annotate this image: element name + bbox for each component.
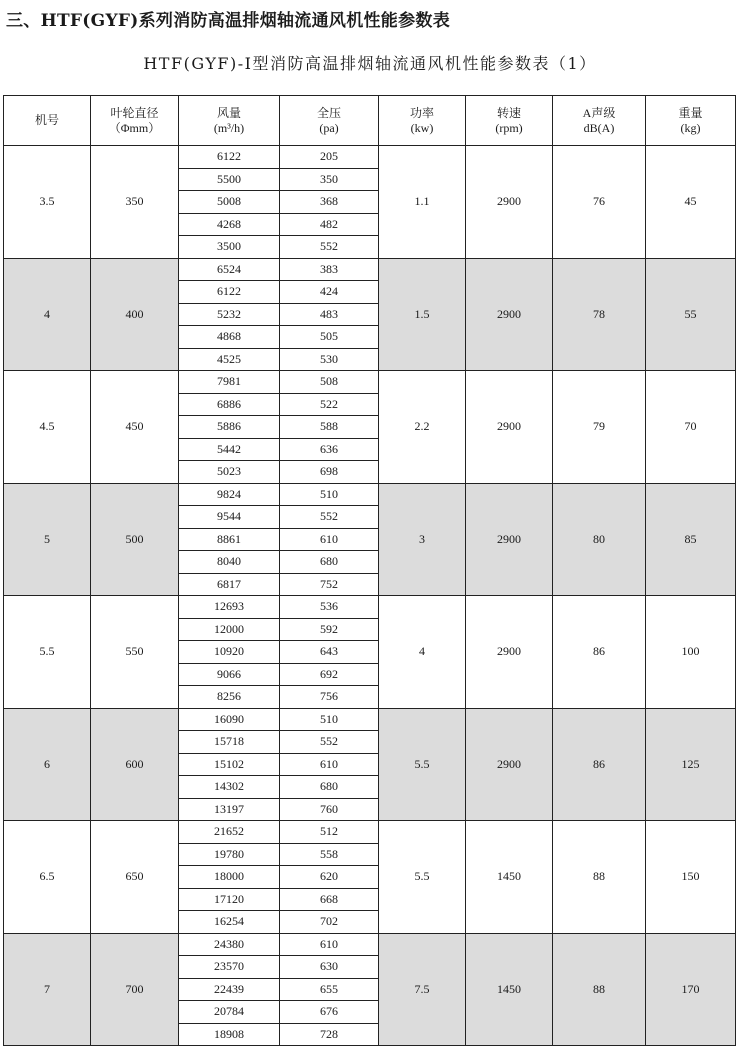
cell-pressure: 350 — [280, 168, 379, 191]
cell-pressure: 510 — [280, 708, 379, 731]
table-row — [4, 708, 736, 731]
cell-pressure: 592 — [280, 618, 379, 641]
table-header — [4, 96, 736, 146]
cell-weight: 45 — [646, 146, 736, 259]
cell-airflow: 4525 — [179, 348, 280, 371]
cell-pressure: 752 — [280, 573, 379, 596]
cell-airflow: 9544 — [179, 506, 280, 529]
cell-airflow: 18000 — [179, 866, 280, 889]
cell-airflow: 9824 — [179, 483, 280, 506]
cell-speed: 2900 — [466, 596, 553, 709]
cell-model: 6.5 — [4, 821, 91, 934]
cell-pressure: 530 — [280, 348, 379, 371]
cell-noise: 78 — [553, 258, 646, 371]
cell-airflow: 24380 — [179, 933, 280, 956]
cell-airflow: 5442 — [179, 438, 280, 461]
table-row — [4, 371, 736, 394]
cell-pressure: 760 — [280, 798, 379, 821]
cell-pressure: 698 — [280, 461, 379, 484]
cell-power: 1.5 — [379, 258, 466, 371]
cell-pressure: 610 — [280, 528, 379, 551]
table-row — [4, 933, 736, 956]
cell-noise: 76 — [553, 146, 646, 259]
cell-pressure: 702 — [280, 911, 379, 934]
cell-power: 3 — [379, 483, 466, 596]
table-row — [4, 146, 736, 169]
cell-airflow: 6524 — [179, 258, 280, 281]
cell-weight: 125 — [646, 708, 736, 821]
table-body — [4, 146, 736, 1046]
cell-speed: 1450 — [466, 821, 553, 934]
cell-airflow: 15102 — [179, 753, 280, 776]
cell-model: 4.5 — [4, 371, 91, 484]
cell-noise: 86 — [553, 596, 646, 709]
cell-power: 7.5 — [379, 933, 466, 1046]
cell-airflow: 17120 — [179, 888, 280, 911]
cell-power: 2.2 — [379, 371, 466, 484]
section-title: 三、HTF(GYF)系列消防高温排烟轴流通风机性能参数表 — [6, 11, 450, 31]
cell-pressure: 522 — [280, 393, 379, 416]
fan-performance-table — [3, 95, 736, 1046]
cell-power: 5.5 — [379, 821, 466, 934]
cell-model: 5 — [4, 483, 91, 596]
cell-airflow: 7981 — [179, 371, 280, 394]
cell-diameter: 600 — [91, 708, 179, 821]
cell-airflow: 21652 — [179, 821, 280, 844]
cell-model: 5.5 — [4, 596, 91, 709]
table-row — [4, 258, 736, 281]
cell-pressure: 610 — [280, 933, 379, 956]
cell-weight: 170 — [646, 933, 736, 1046]
cell-pressure: 668 — [280, 888, 379, 911]
cell-airflow: 6122 — [179, 281, 280, 304]
cell-weight: 100 — [646, 596, 736, 709]
cell-pressure: 424 — [280, 281, 379, 304]
cell-pressure: 552 — [280, 506, 379, 529]
cell-noise: 80 — [553, 483, 646, 596]
cell-model: 3.5 — [4, 146, 91, 259]
cell-speed: 2900 — [466, 371, 553, 484]
cell-airflow: 5008 — [179, 191, 280, 214]
cell-airflow: 4268 — [179, 213, 280, 236]
cell-airflow: 6817 — [179, 573, 280, 596]
cell-pressure: 643 — [280, 641, 379, 664]
cell-airflow: 23570 — [179, 956, 280, 979]
cell-diameter: 400 — [91, 258, 179, 371]
cell-airflow: 12000 — [179, 618, 280, 641]
cell-pressure: 205 — [280, 146, 379, 169]
cell-airflow: 5500 — [179, 168, 280, 191]
header-noise: A声级 dB(A) — [553, 96, 646, 146]
cell-diameter: 450 — [91, 371, 179, 484]
cell-diameter: 650 — [91, 821, 179, 934]
cell-airflow: 8861 — [179, 528, 280, 551]
cell-speed: 2900 — [466, 483, 553, 596]
cell-noise: 79 — [553, 371, 646, 484]
cell-pressure: 756 — [280, 686, 379, 709]
cell-noise: 86 — [553, 708, 646, 821]
cell-speed: 1450 — [466, 933, 553, 1046]
cell-pressure: 505 — [280, 326, 379, 349]
cell-model: 4 — [4, 258, 91, 371]
cell-airflow: 8040 — [179, 551, 280, 574]
header-pressure: 全压 (pa) — [280, 96, 379, 146]
cell-power: 4 — [379, 596, 466, 709]
cell-pressure: 680 — [280, 776, 379, 799]
cell-noise: 88 — [553, 933, 646, 1046]
cell-model: 7 — [4, 933, 91, 1046]
cell-airflow: 4868 — [179, 326, 280, 349]
table-row — [4, 821, 736, 844]
cell-airflow: 5886 — [179, 416, 280, 439]
cell-pressure: 558 — [280, 843, 379, 866]
cell-airflow: 3500 — [179, 236, 280, 259]
cell-pressure: 536 — [280, 596, 379, 619]
cell-airflow: 16254 — [179, 911, 280, 934]
cell-airflow: 22439 — [179, 978, 280, 1001]
cell-airflow: 6122 — [179, 146, 280, 169]
header-model: 机号 — [4, 96, 91, 146]
cell-diameter: 700 — [91, 933, 179, 1046]
cell-airflow: 12693 — [179, 596, 280, 619]
cell-airflow: 15718 — [179, 731, 280, 754]
cell-pressure: 482 — [280, 213, 379, 236]
cell-pressure: 680 — [280, 551, 379, 574]
cell-pressure: 483 — [280, 303, 379, 326]
cell-pressure: 630 — [280, 956, 379, 979]
cell-power: 5.5 — [379, 708, 466, 821]
cell-pressure: 552 — [280, 236, 379, 259]
cell-airflow: 14302 — [179, 776, 280, 799]
cell-airflow: 5232 — [179, 303, 280, 326]
cell-airflow: 5023 — [179, 461, 280, 484]
cell-diameter: 350 — [91, 146, 179, 259]
cell-pressure: 692 — [280, 663, 379, 686]
cell-airflow: 8256 — [179, 686, 280, 709]
cell-speed: 2900 — [466, 146, 553, 259]
cell-speed: 2900 — [466, 258, 553, 371]
cell-airflow: 13197 — [179, 798, 280, 821]
table-title: HTF(GYF)-Ⅰ型消防高温排烟轴流通风机性能参数表（1） — [143, 54, 597, 73]
cell-pressure: 368 — [280, 191, 379, 214]
header-power: 功率 (kw) — [379, 96, 466, 146]
cell-weight: 150 — [646, 821, 736, 934]
cell-noise: 88 — [553, 821, 646, 934]
cell-diameter: 500 — [91, 483, 179, 596]
cell-weight: 85 — [646, 483, 736, 596]
cell-pressure: 728 — [280, 1023, 379, 1046]
cell-pressure: 676 — [280, 1001, 379, 1024]
header-diameter: 叶轮直径 （Φmm） — [91, 96, 179, 146]
header-airflow: 风量 (m³/h) — [179, 96, 280, 146]
cell-airflow: 10920 — [179, 641, 280, 664]
cell-power: 1.1 — [379, 146, 466, 259]
cell-airflow: 20784 — [179, 1001, 280, 1024]
header-weight: 重量 (kg) — [646, 96, 736, 146]
cell-model: 6 — [4, 708, 91, 821]
cell-speed: 2900 — [466, 708, 553, 821]
cell-airflow: 19780 — [179, 843, 280, 866]
cell-airflow: 6886 — [179, 393, 280, 416]
cell-airflow: 16090 — [179, 708, 280, 731]
cell-airflow: 9066 — [179, 663, 280, 686]
cell-weight: 70 — [646, 371, 736, 484]
cell-pressure: 383 — [280, 258, 379, 281]
table-row — [4, 596, 736, 619]
cell-pressure: 610 — [280, 753, 379, 776]
header-speed: 转速 (rpm) — [466, 96, 553, 146]
cell-pressure: 510 — [280, 483, 379, 506]
cell-weight: 55 — [646, 258, 736, 371]
cell-pressure: 508 — [280, 371, 379, 394]
cell-pressure: 512 — [280, 821, 379, 844]
cell-pressure: 655 — [280, 978, 379, 1001]
cell-diameter: 550 — [91, 596, 179, 709]
cell-pressure: 588 — [280, 416, 379, 439]
cell-pressure: 620 — [280, 866, 379, 889]
cell-pressure: 552 — [280, 731, 379, 754]
table-row — [4, 483, 736, 506]
cell-pressure: 636 — [280, 438, 379, 461]
cell-airflow: 18908 — [179, 1023, 280, 1046]
